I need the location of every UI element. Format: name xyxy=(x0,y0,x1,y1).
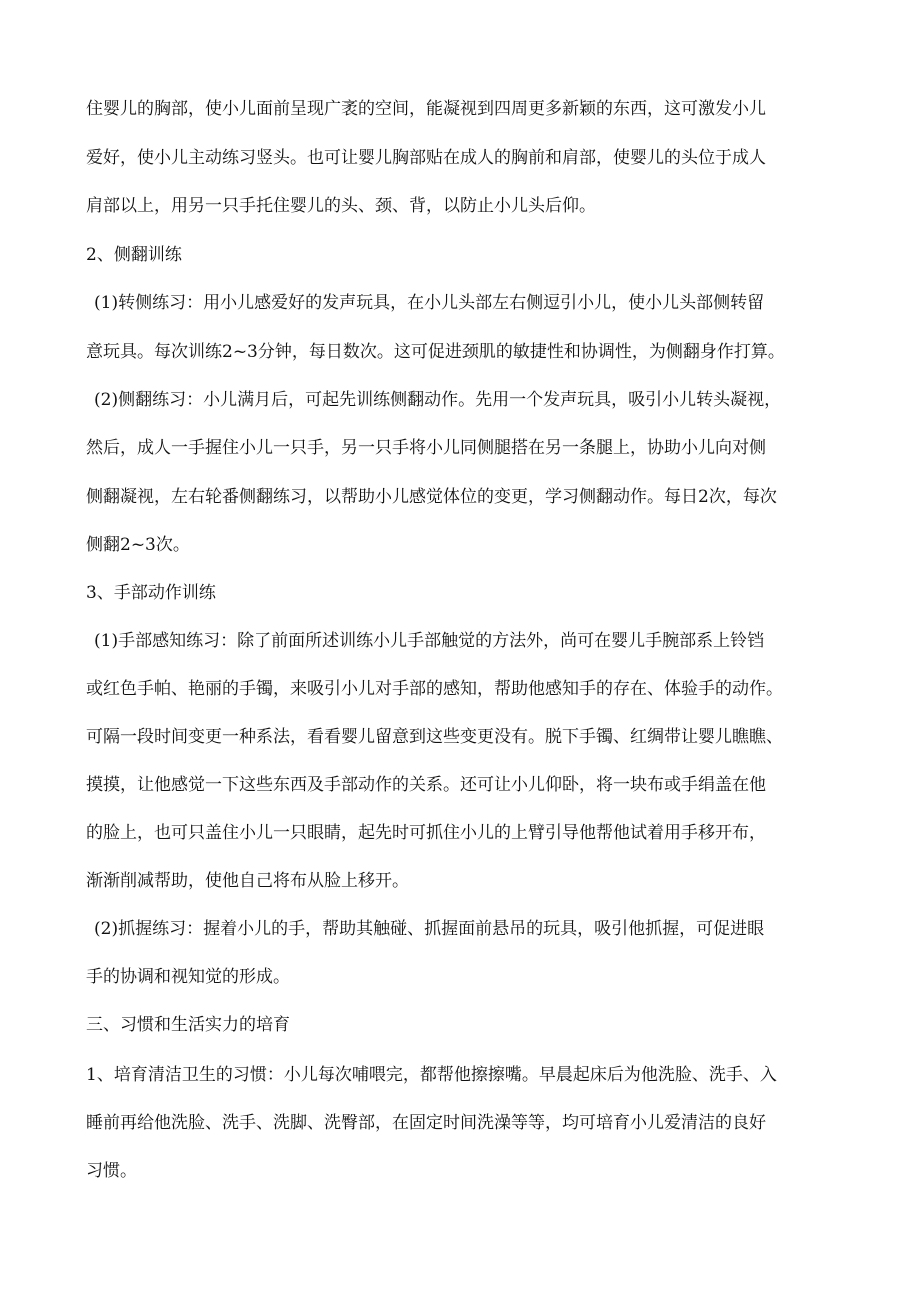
text-line: 肩部以上，用另一只手托住婴儿的头、颈、背，以防止小儿头后仰。 xyxy=(86,196,596,216)
text-line: 摸摸，让他感觉一下这些东西及手部动作的关系。还可让小儿仰卧，将一块布或手绢盖在他 xyxy=(86,775,766,795)
text-line: 睡前再给他洗脸、洗手、洗脚、洗臀部，在固定时间洗澡等等，均可培育小儿爱清洁的良好 xyxy=(86,1113,766,1133)
text-line: 1、培育清洁卫生的习惯：小儿每次哺喂完，都帮他擦擦嘴。早晨起床后为他洗脸、洗手、入 xyxy=(86,1065,777,1085)
text-line: 侧翻2~3次。 xyxy=(86,535,190,555)
text-line: 住婴儿的胸部，使小儿面前呈现广袤的空间，能凝视到四周更多新颖的东西，这可激发小儿 xyxy=(86,99,766,119)
section-heading: 3、手部动作训练 xyxy=(86,583,216,603)
text-line: 习惯。 xyxy=(86,1161,137,1181)
section-heading: 2、侧翻训练 xyxy=(86,245,182,265)
text-line: (2)抓握练习：握着小儿的手，帮助其触碰、抓握面前悬吊的玩具，吸引他抓握，可促进眼 xyxy=(94,919,765,939)
text-line: 意玩具。每次训练2~3分钟，每日数次。这可促进颈肌的敏捷性和协调性，为侧翻身作打算。 xyxy=(86,342,785,362)
text-line: (1)转侧练习：用小儿感爱好的发声玩具，在小儿头部左右侧逗引小儿，使小儿头部侧转留 xyxy=(94,293,765,313)
text-line: 手的协调和视知觉的形成。 xyxy=(86,967,290,987)
text-line: 可隔一段时间变更一种系法，看看婴儿留意到这些变更没有。脱下手镯、红绸带让婴儿瞧瞧、 xyxy=(86,727,783,747)
text-line: 侧翻凝视，左右轮番侧翻练习，以帮助小儿感觉体位的变更，学习侧翻动作。每日2次，每次 xyxy=(86,487,777,507)
text-line: 的脸上，也可只盖住小儿一只眼睛，起先时可抓住小儿的上臂引导他帮他试着用手移开布， xyxy=(86,823,766,843)
text-line: 爱好，使小儿主动练习竖头。也可让婴儿胸部贴在成人的胸前和肩部，使婴儿的头位于成人 xyxy=(86,148,766,168)
text-line: (1)手部感知练习：除了前面所述训练小儿手部触觉的方法外，尚可在婴儿手腕部系上铃铛 xyxy=(94,631,765,651)
text-line: (2)侧翻练习：小儿满月后，可起先训练侧翻动作。先用一个发声玩具，吸引小儿转头凝视， xyxy=(94,390,782,410)
section-heading: 三、习惯和生活实力的培育 xyxy=(86,1015,290,1035)
text-line: 然后，成人一手握住小儿一只手，另一只手将小儿同侧腿搭在另一条腿上，协助小儿向对侧 xyxy=(86,438,766,458)
text-line: 或红色手帕、艳丽的手镯，来吸引小儿对手部的感知，帮助他感知手的存在、体验手的动作。 xyxy=(86,679,783,699)
text-line: 渐渐削减帮助，使他自己将布从脸上移开。 xyxy=(86,871,409,891)
